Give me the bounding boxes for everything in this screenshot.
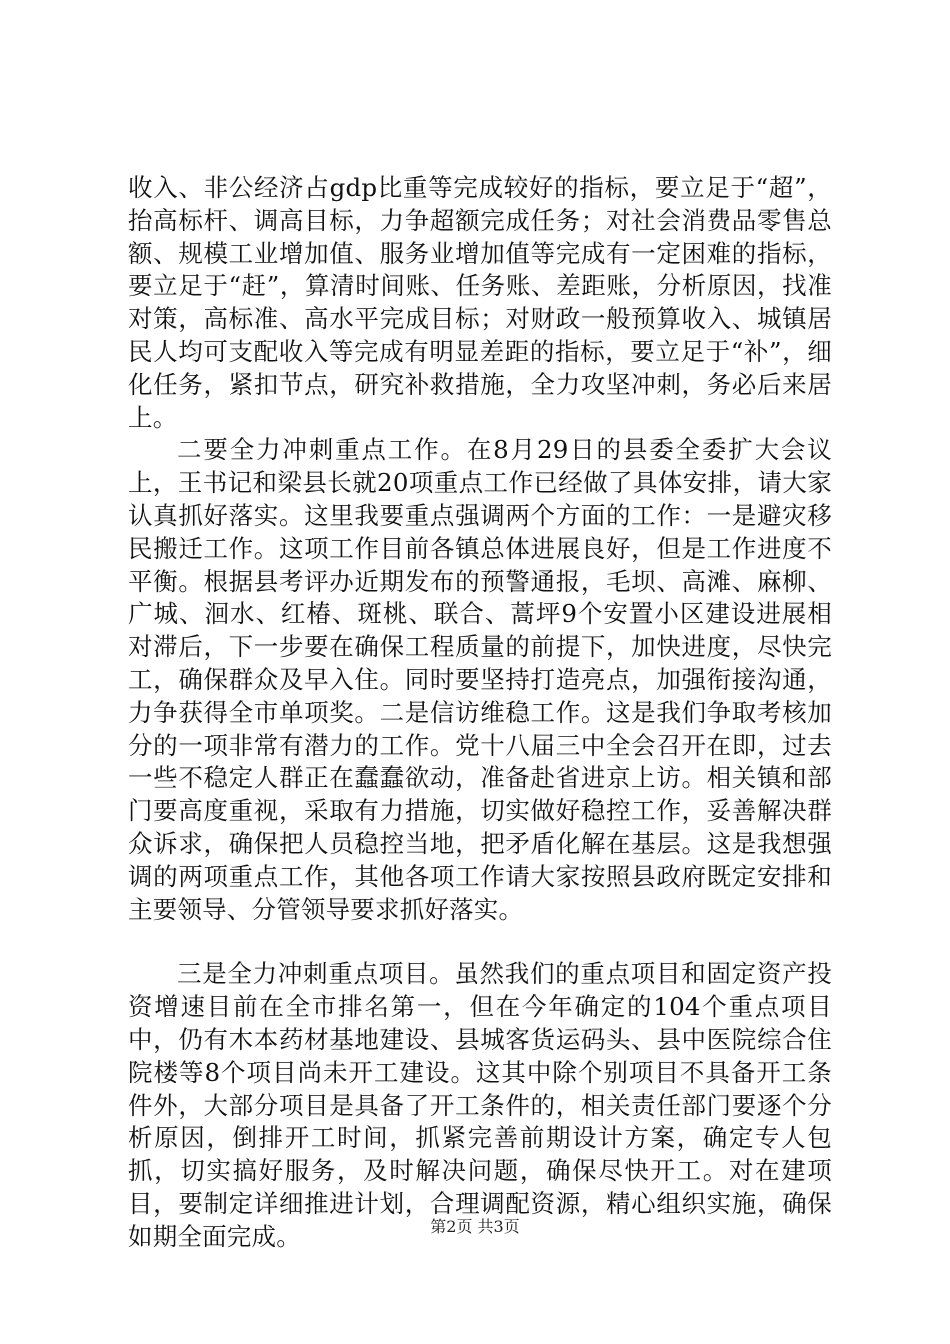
document-body xyxy=(128,172,832,1254)
page-number-footer: 第2页 共3页 xyxy=(430,1217,520,1236)
paragraph-key-work: 二要全力冲刺重点工作。在8月29日的县委全委扩大会议上，王书记和梁县长就20项重点工作已经做了具体安排，请大家认真抓好落实。这里我要重点强调两个方面的工作：一是避灾移民搬迁工作。这项工作目前各镇总体进展良好，但是工作进度不平衡。根据县考评办近期发布的预警通报，毛坝、高滩、麻柳、广城、洄水、红椿、斑桃、联合、蒿坪9个安置小区建设进展相对滞后，下一步要在确保工程质量的前提下，加快进度，尽快完工，确保群众及早入住。同时要坚持打造亮点，加强衔接沟通，力争获得全市单项奖。二是信访维稳工作。这是我们争取考核加分的一项非常有潜力的工作。党十八届三中全会召开在即，过去一些不稳定人群正在蠢蠢欲动，准备赴省进京上访。相关镇和部门要高度重视，采取有力措施，切实做好稳控工作，妥善解决群众诉求，确保把人员稳控当地，把矛盾化解在基层。这是我想强调的两项重点工作，其他各项工作请大家按照县政府既定安排和主要领导、分管领导要求抓好落实。 xyxy=(128,435,832,924)
paragraph-continuation: 收入、非公经济占gdp比重等完成较好的指标，要立足于“超”，抬高标杆、调高目标，力争超额完成任务；对社会消费品零售总额、规模工业增加值、服务业增加值等完成有一定困难的指标，要立足于“赶”，算清时间账、任务账、差距账，分析原因，找准对策，高标准、高水平完成目标；对财政一般预算收入、城镇居民人均可支配收入等完成有明显差距的指标，要立足于“补”，细化任务，紧扣节点，研究补救措施，全力攻坚冲刺，务必后来居上。 xyxy=(128,173,832,432)
paragraph-key-projects: 三是全力冲刺重点项目。虽然我们的重点项目和固定资产投资增速目前在全市排名第一，但在今年确定的104个重点项目中，仍有木本药材基地建设、县城客货运码头、县中医院综合住院楼等8个项目尚未开工建设。这其中除个别项目不具备开工条件外，大部分项目是具备了开工条件的，相关责任部门要逐个分析原因，倒排开工时间，抓紧完善前期设计方案，确定专人包抓，切实搞好服务，及时解决问题，确保尽快开工。对在建项目，要制定详细推进计划，合理调配资源，精心组织实施，确保如期全面完成。 xyxy=(128,959,832,1251)
